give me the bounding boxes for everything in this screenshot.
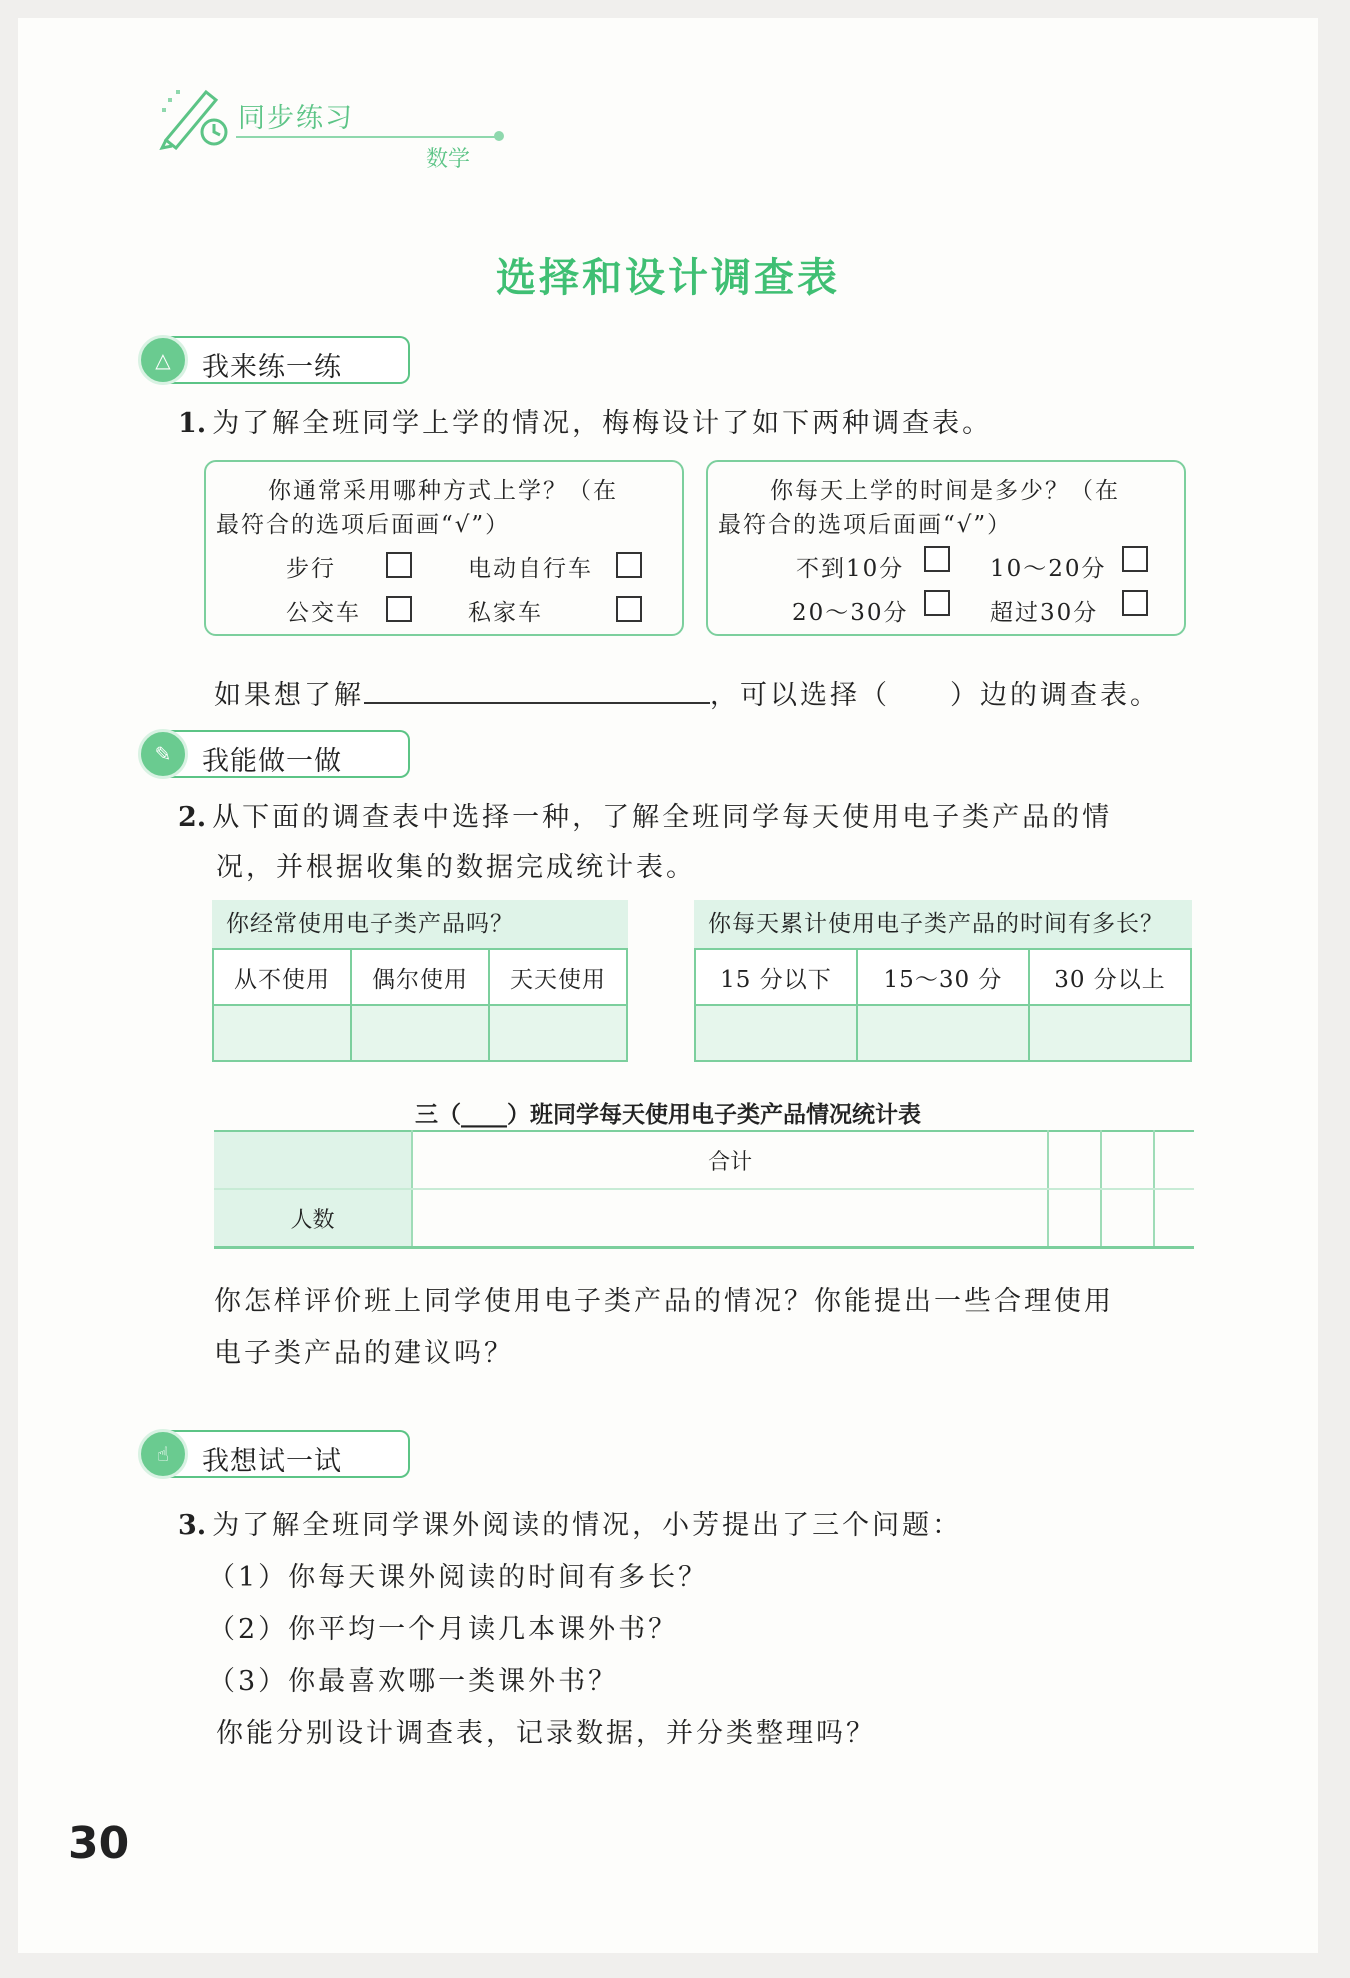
row-header [214, 1131, 412, 1189]
option-label: 电动自行车 [468, 556, 593, 582]
section-label: 我能做一做 [202, 746, 342, 777]
statistics-table [214, 1130, 1194, 1249]
option-label: 公交车 [286, 600, 361, 626]
checkbox[interactable] [1122, 590, 1148, 616]
column-header: 天天使用 [489, 949, 627, 1005]
sub-question: （1）你每天课外阅读的时间有多长？ [208, 1562, 709, 1593]
table-cell[interactable] [695, 1005, 857, 1061]
answer-blank[interactable] [364, 672, 710, 704]
table-cell[interactable] [1154, 1189, 1194, 1248]
subject-label: 数学 [426, 147, 471, 172]
table-cell[interactable] [213, 1005, 351, 1061]
follow-up-text: 电子类产品的建议吗？ [214, 1338, 514, 1369]
follow-up-question [214, 1282, 1214, 1374]
header-rule [236, 136, 500, 138]
option-label: 10～20分 [990, 556, 1107, 582]
checkbox[interactable] [386, 552, 412, 578]
pencil-icon: ✎ [138, 729, 188, 779]
checkbox[interactable] [616, 552, 642, 578]
sub-question: （2）你平均一个月读几本课外书？ [208, 1614, 679, 1645]
question-text: 为了解全班同学课外阅读的情况，小芳提出了三个问题： [212, 1510, 963, 1541]
table-cell[interactable] [351, 1005, 489, 1061]
pencil-clock-icon [158, 80, 238, 150]
checkbox[interactable] [924, 590, 950, 616]
checkbox[interactable] [1122, 546, 1148, 572]
table-cell[interactable] [1048, 1189, 1101, 1248]
section-label: 我想试一试 [202, 1446, 342, 1477]
page-number: 30 [68, 1818, 130, 1869]
fill-in-sentence [214, 672, 1160, 716]
option-label: 私家车 [468, 600, 543, 626]
question-2 [178, 798, 1228, 888]
section-badge-practice [155, 336, 410, 384]
table-cell[interactable] [1101, 1189, 1154, 1248]
pointing-hand-icon: ☝ [138, 1429, 188, 1479]
statistics-table-caption: 三（____）班同学每天使用电子类产品情况统计表 [415, 1102, 921, 1128]
ruler-triangle-icon: △ [138, 335, 188, 385]
sub-question: （3）你最喜欢哪一类课外书？ [208, 1666, 619, 1697]
question-number: 1. [178, 408, 207, 439]
option-label: 超过30分 [990, 600, 1099, 626]
workbook-page [18, 18, 1318, 1953]
survey-prompt: 最符合的选项后面画“√”） [216, 512, 511, 538]
section-badge-doit [154, 730, 410, 778]
question-text: 从下面的调查表中选择一种，了解全班同学每天使用电子类产品的情 [212, 802, 1113, 833]
follow-up-text: 你怎样评价班上同学使用电子类产品的情况？你能提出一些合理使用 [214, 1286, 1114, 1317]
survey-box-commute-time [706, 460, 1186, 636]
table-cell[interactable] [857, 1005, 1029, 1061]
survey-table-duration [694, 948, 1192, 1062]
checkbox[interactable] [616, 596, 642, 622]
survey-prompt: 最符合的选项后面画“√”） [718, 512, 1013, 538]
table-cell[interactable] [1048, 1131, 1101, 1189]
question-3 [178, 1506, 1178, 1754]
column-header: 30 分以上 [1029, 949, 1191, 1005]
column-header: 15 分以下 [695, 949, 857, 1005]
column-header: 从不使用 [213, 949, 351, 1005]
option-label: 步行 [286, 556, 336, 582]
survey-table-usage [212, 948, 628, 1062]
table-cell[interactable] [1101, 1131, 1154, 1189]
column-header: 偶尔使用 [351, 949, 489, 1005]
table-cell[interactable] [412, 1189, 1048, 1248]
column-header: 15～30 分 [857, 949, 1029, 1005]
table-cell[interactable] [1029, 1005, 1191, 1061]
survey-box-transport [204, 460, 684, 636]
survey-prompt: 你每天上学的时间是多少？（在 [770, 478, 1120, 504]
question-1 [178, 404, 992, 444]
question-text: 况，并根据收集的数据完成统计表。 [216, 852, 696, 883]
question-number: 3. [178, 1510, 207, 1541]
page-title: 选择和设计调查表 [496, 254, 840, 301]
checkbox[interactable] [386, 596, 412, 622]
option-label: 20～30分 [792, 600, 909, 626]
table-header: 你每天累计使用电子类产品的时间有多长？ [694, 900, 1192, 948]
series-title: 同步练习 [238, 103, 354, 134]
header-rule-dot [494, 131, 504, 141]
fill-prefix: 如果想了解 [214, 680, 364, 711]
closing-question: 你能分别设计调查表，记录数据，并分类整理吗？ [216, 1718, 876, 1749]
option-label: 不到10分 [796, 556, 905, 582]
row-header: 人数 [214, 1189, 412, 1248]
table-cell[interactable] [1154, 1131, 1194, 1189]
checkbox[interactable] [924, 546, 950, 572]
table-cell: 合计 [412, 1131, 1048, 1189]
question-text: 为了解全班同学上学的情况，梅梅设计了如下两种调查表。 [212, 408, 993, 439]
section-badge-try [156, 1430, 410, 1478]
fill-suffix: ，可以选择（ ）边的调查表。 [710, 680, 1160, 711]
survey-prompt: 你通常采用哪种方式上学？（在 [268, 478, 618, 504]
question-number: 2. [178, 802, 207, 833]
table-header: 你经常使用电子类产品吗？ [212, 900, 628, 948]
table-cell[interactable] [489, 1005, 627, 1061]
section-label: 我来练一练 [202, 352, 342, 383]
